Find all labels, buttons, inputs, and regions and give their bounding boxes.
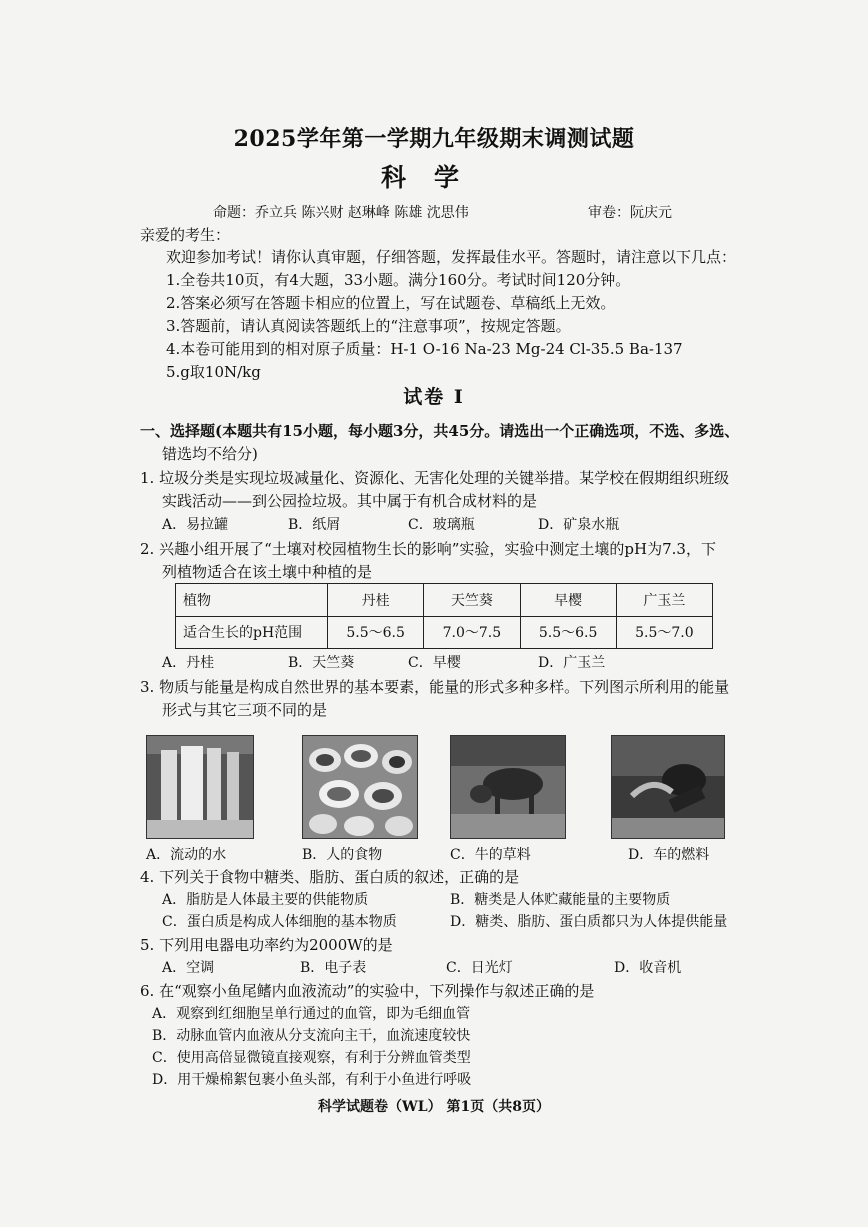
question-2-stem: 2. 兴趣小组开展了“土壤对校园植物生长的影响”实验，实验中测定土壤的pH为7.3，下 [140,540,716,558]
question-5-stem: 5. 下列用电器电功率约为2000W的是 [140,936,393,954]
section-title: 试卷 I [403,386,465,408]
q6-option-a[interactable]: A．观察到红细胞呈单行通过的血管，即为毛细血管 [152,1006,471,1022]
authors-line: 命题：乔立兵 陈兴财 赵琳峰 陈雄 沈思伟 [213,205,469,221]
table-cell: 5.5～6.5 [520,616,616,649]
plant-ph-table [175,583,713,649]
q4-option-c[interactable]: C．蛋白质是构成人体细胞的基本物质 [162,914,397,930]
reviewer-line: 审卷：阮庆元 [588,205,672,221]
instruction-item: 2.答案必须写在答题卡相应的位置上，写在试题卷、草稿纸上无效。 [166,294,616,312]
table-row [176,616,713,649]
q3-option-d[interactable]: D．车的燃料 [628,847,710,863]
instruction-item: 4.本卷可能用到的相对原子质量：H-1 O-16 Na-23 Mg-24 Cl-35.5 Ba-137 [166,340,683,358]
question-1-stem-cont: 实践活动——到公园捡垃圾。其中属于有机合成材料的是 [162,492,538,510]
fuel-nozzle-image[interactable] [611,735,725,839]
cow-grazing-image[interactable] [450,735,566,839]
q1-option-a[interactable]: A．易拉罐 [162,517,229,533]
question-4-stem: 4. 下列关于食物中糖类、脂肪、蛋白质的叙述，正确的是 [140,868,520,886]
table-cell: 丹桂 [328,584,424,617]
q2-option-c[interactable]: C．早樱 [408,655,461,671]
q6-option-d[interactable]: D．用干燥棉絮包裹小鱼头部，有利于小鱼进行呼吸 [152,1072,472,1088]
question-2-stem-cont: 列植物适合在该土壤中种植的是 [162,563,373,581]
instruction-item: 5.g取10N/kg [166,363,261,381]
table-cell: 适合生长的pH范围 [176,616,328,649]
exam-title: 2025学年第一学期九年级期末调测试题 [233,126,635,152]
page-footer: 科学试题卷（WL） 第1页（共8页） [318,1099,550,1115]
part-heading-cont: 错选均不给分) [162,445,258,463]
q2-option-a[interactable]: A．丹桂 [162,655,215,671]
q1-option-c[interactable]: C．玻璃瓶 [408,517,475,533]
table-row [176,584,713,617]
question-1-stem: 1. 垃圾分类是实现垃圾减量化、资源化、无害化处理的关键举措。某学校在假期组织班级 [140,469,730,487]
q6-option-b[interactable]: B．动脉血管内血液从分支流向主干，血流速度较快 [152,1028,471,1044]
instruction-item: 3.答题前，请认真阅读答题纸上的“注意事项”，按规定答题。 [166,317,571,335]
q3-option-b[interactable]: B．人的食物 [302,847,383,863]
table-cell: 7.0～7.5 [424,616,520,649]
table-cell: 5.5～6.5 [328,616,424,649]
table-cell: 5.5～7.0 [616,616,712,649]
q5-option-d[interactable]: D．收音机 [614,960,682,976]
greeting: 亲爱的考生： [140,226,231,244]
table-cell: 广玉兰 [616,584,712,617]
q6-option-c[interactable]: C．使用高倍显微镜直接观察，有利于分辨血管类型 [152,1050,471,1066]
subject-title: 科学 [380,163,487,192]
q5-option-a[interactable]: A．空调 [162,960,215,976]
q1-option-b[interactable]: B．纸屑 [288,517,341,533]
q3-option-c[interactable]: C．牛的草料 [450,847,531,863]
q2-option-b[interactable]: B．天竺葵 [288,655,355,671]
question-3-stem-cont: 形式与其它三项不同的是 [162,701,328,719]
table-cell: 植物 [176,584,328,617]
part-heading: 一、选择题(本题共有15小题，每小题3分，共45分。请选出一个正确选项，不选、多选、 [140,422,740,440]
q3-option-a[interactable]: A．流动的水 [146,847,227,863]
q4-option-a[interactable]: A．脂肪是人体最主要的供能物质 [162,892,369,908]
food-image[interactable] [302,735,418,839]
q4-option-b[interactable]: B．糖类是人体贮藏能量的主要物质 [450,892,671,908]
table-cell: 早樱 [520,584,616,617]
q4-option-d[interactable]: D．糖类、脂肪、蛋白质都只为人体提供能量 [450,914,728,930]
q5-option-b[interactable]: B．电子表 [300,960,367,976]
q1-option-d[interactable]: D．矿泉水瓶 [538,517,620,533]
question-3-stem: 3. 物质与能量是构成自然世界的基本要素，能量的形式多种多样。下列图示所利用的能量 [140,678,730,696]
q2-option-d[interactable]: D．广玉兰 [538,655,606,671]
instructions-intro: 欢迎参加考试！请你认真审题，仔细答题，发挥最佳水平。答题时，请注意以下几点： [166,248,737,266]
q5-option-c[interactable]: C．日光灯 [446,960,513,976]
waterfall-image[interactable] [146,735,254,839]
instruction-item: 1.全卷共10页，有4大题，33小题。满分160分。考试时间120分钟。 [166,271,631,289]
question-6-stem: 6. 在“观察小鱼尾鳍内血液流动”的实验中，下列操作与叙述正确的是 [140,982,595,1000]
table-cell: 天竺葵 [424,584,520,617]
